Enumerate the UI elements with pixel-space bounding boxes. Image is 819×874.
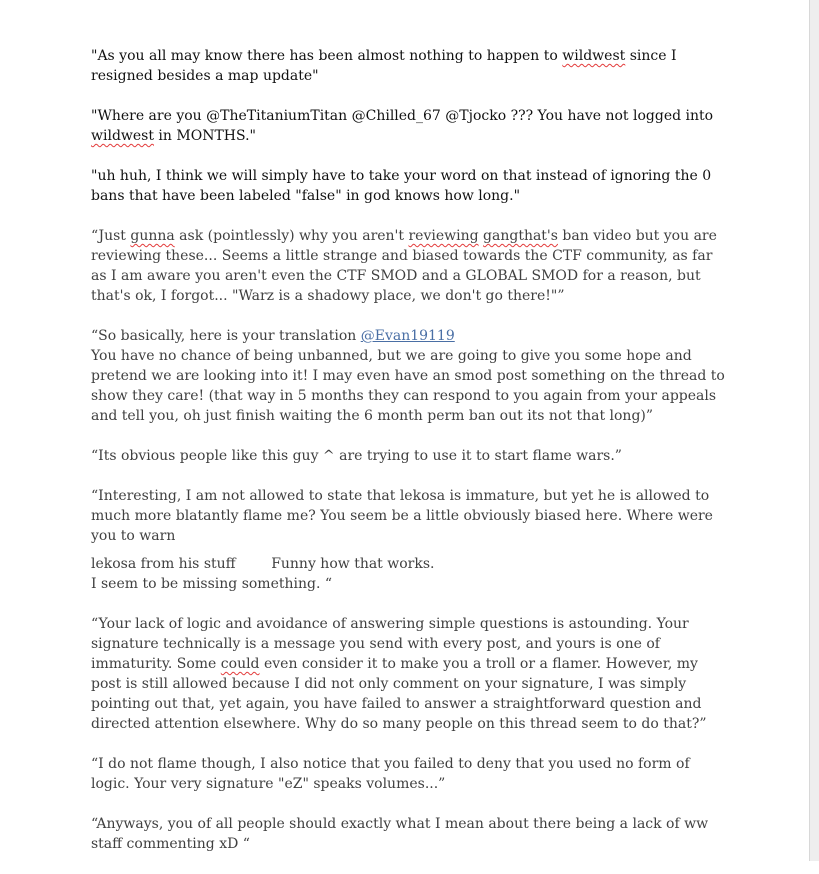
user-mention-link[interactable]: @Evan19119	[360, 328, 455, 344]
paragraph-3	[91, 166, 731, 206]
paragraph-6	[91, 446, 731, 466]
p2-text-a: "Where are you @TheTitaniumTitan @Chilled_67 @Tjocko ??? You have not logged into	[91, 108, 714, 124]
misspelled-word: gunna	[130, 228, 175, 244]
paragraph-8	[91, 614, 731, 734]
paragraph-4	[91, 226, 731, 306]
p2-text-b: in MONTHS."	[153, 128, 256, 144]
p7-line-3: I seem to be missing something. “	[91, 576, 333, 592]
p6-text: “Its obvious people like this guy ^ are trying to use it to start flame wars.”	[91, 448, 622, 464]
p4-text-d: ban video but you are reviewing these... Seems a little strange and biased towards the CTF community, as far as I am aware you aren't even the CTF SMOD and a GLOBAL SMOD for a reason, but that's ok, I forgot... "Warz is a shadowy place, we don't go there!"”	[91, 228, 717, 304]
p1-text-a: "As you all may know there has been almost nothing to happen to	[91, 48, 563, 64]
paragraph-5	[91, 326, 731, 426]
p1-text-b: since I resigned besides a map update"	[91, 48, 677, 84]
misspelled-word: wildwest	[91, 128, 154, 144]
p8-text-b: even consider it to make you a troll or a flamer. However, my post is still allowed because I did not only comment on your signature, I was simply pointing out that, yet again, you have failed to answer a straightforward question and directed attention elsewhere. Why do so many people on this thread seem to do that?”	[91, 656, 707, 732]
p4-text-a: “Just	[91, 228, 131, 244]
p8-text-a: “Your lack of logic and avoidance of answering simple questions is astounding. Your signature technically is a message you send with every post, and yours is one of immaturity. Some	[91, 616, 689, 672]
misspelled-word: gangthat's	[483, 228, 558, 244]
misspelled-word: wildwest	[562, 48, 626, 64]
p5-prefix: “So basically, here is your translation	[91, 328, 361, 344]
p5-first-line	[91, 326, 731, 346]
p4-text-b: ask (pointlessly) why you aren't	[174, 228, 409, 244]
paragraph-1	[91, 46, 731, 86]
p7-gap	[91, 546, 731, 554]
misspelled-word: reviewing	[408, 228, 479, 244]
window-edge	[809, 0, 819, 861]
p7-line-2: lekosa from his stuff Funny how that works.	[91, 556, 435, 572]
misspelled-word: could	[220, 656, 260, 672]
paragraph-9	[91, 754, 731, 794]
p7-line-1: “Interesting, I am not allowed to state that lekosa is immature, but yet he is allowed to much more blatantly flame me? You seem be a little obviously biased here. Where were you to warn	[91, 488, 713, 544]
paragraph-7	[91, 486, 731, 594]
paragraph-10	[91, 814, 731, 854]
p9-text: “I do not flame though, I also notice that you failed to deny that you used no form of logic. Your very signature "eZ" speaks volumes...”	[91, 756, 690, 792]
p10-text: “Anyways, you of all people should exactly what I mean about there being a lack of ww staff commenting xD “	[91, 816, 709, 852]
document-body	[91, 46, 731, 874]
p3-text: "uh huh, I think we will simply have to take your word on that instead of ignoring the 0 bans that have been labeled "false" in god knows how long."	[91, 168, 712, 204]
paragraph-2	[91, 106, 731, 146]
p5-text: You have no chance of being unbanned, but we are going to give you some hope and pretend we are looking into it! I may even have an smod post something on the thread to show they care! (that way in 5 months they can respond to you again from your appeals and tell you, oh just finish waiting the 6 month perm ban out its not that long)”	[91, 348, 725, 424]
